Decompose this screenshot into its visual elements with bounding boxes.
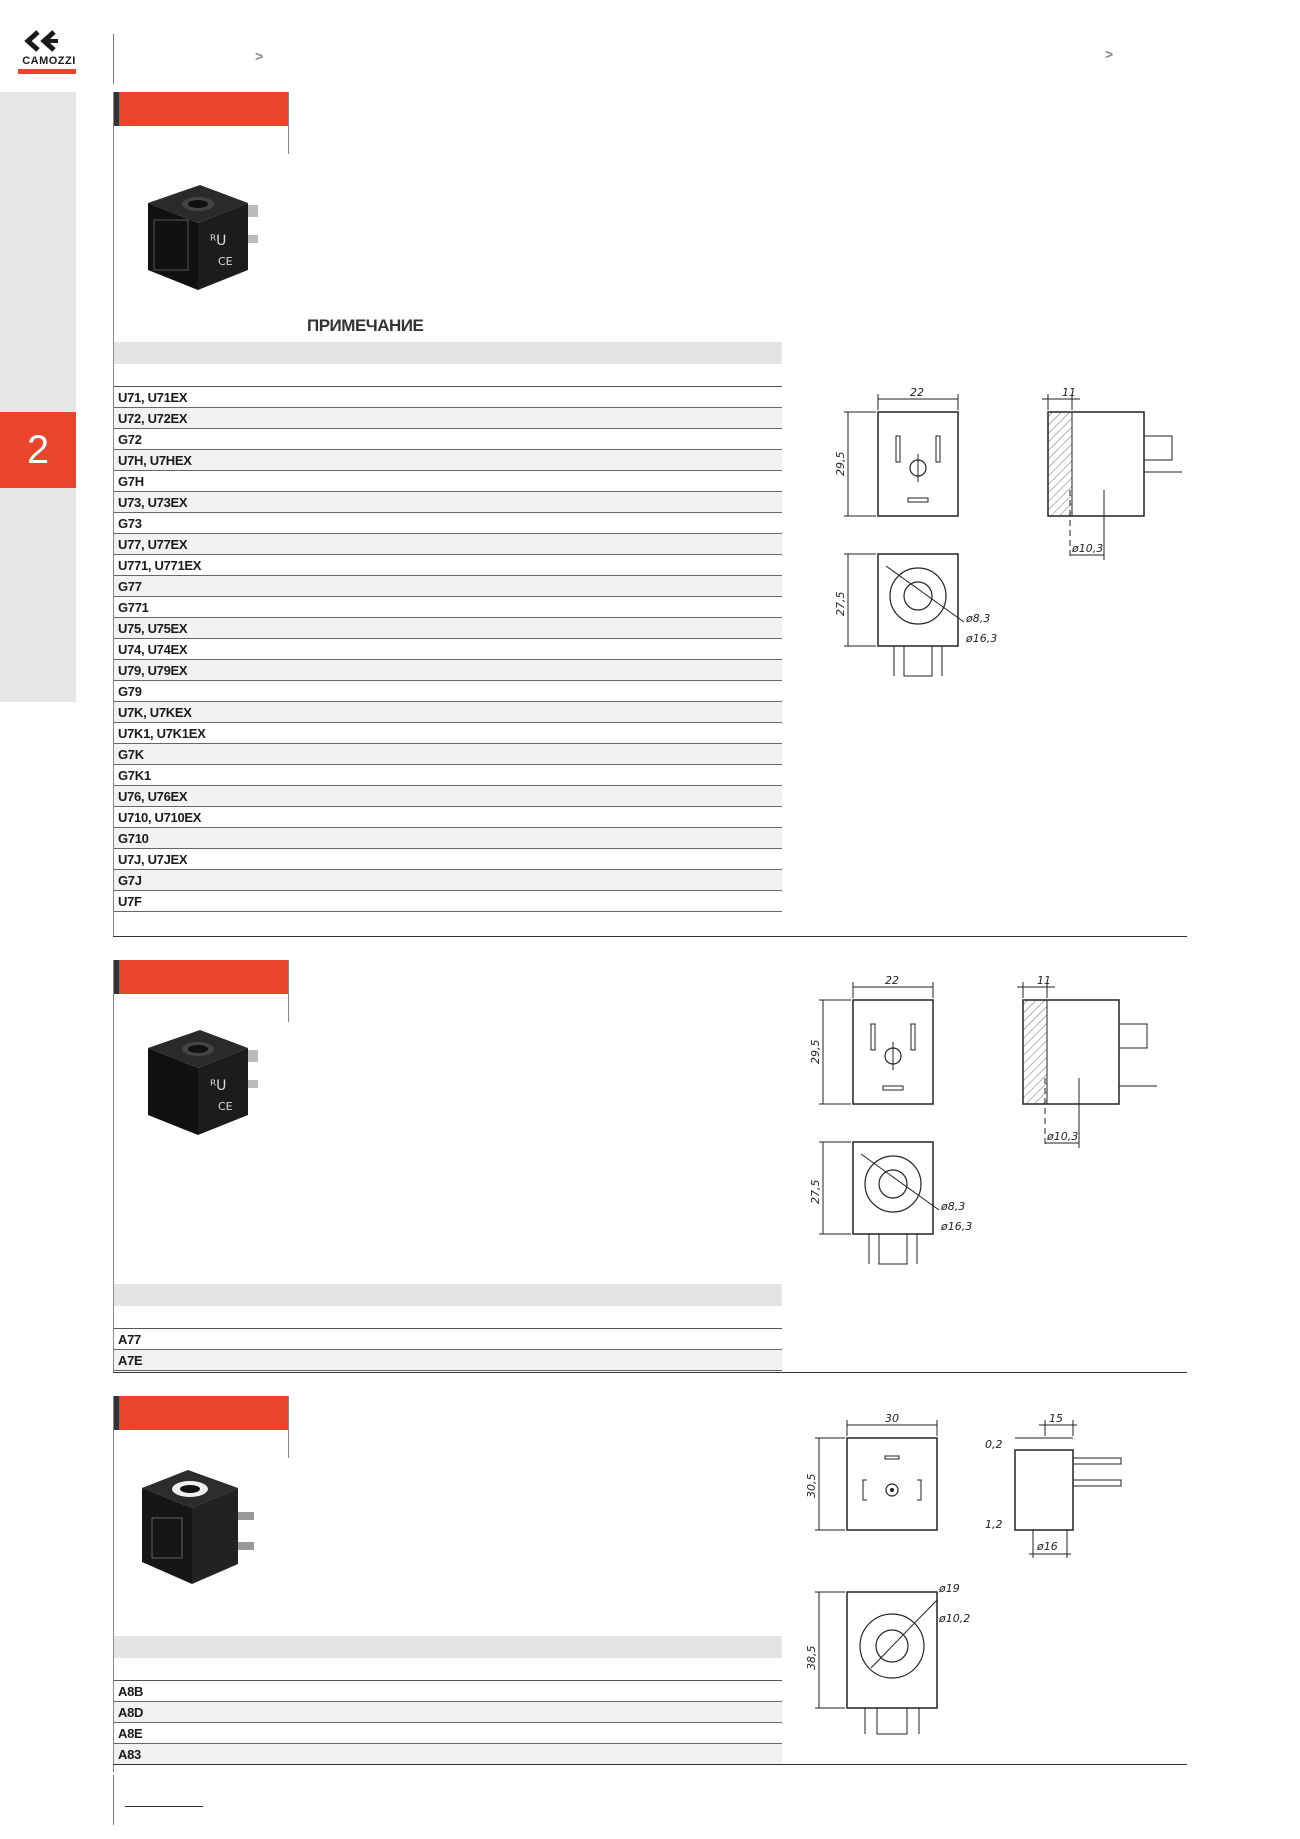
s1-dim-bore-large: ø16,3 xyxy=(966,632,998,645)
s1-dim-height: 29,5 xyxy=(834,451,847,476)
section1-dimension-drawing xyxy=(830,380,1210,710)
table-row: U72, U72EX xyxy=(114,408,782,429)
svg-text:CE: CE xyxy=(218,1100,233,1113)
solenoid-coil-a8-icon xyxy=(132,1462,272,1592)
chapter-tab[interactable]: 2 xyxy=(0,412,76,488)
table-row: U7J, U7JEX xyxy=(114,849,782,870)
chapter-sidebar xyxy=(0,92,76,702)
s3-dim-width: 30 xyxy=(885,1412,899,1425)
brand-name: CAMOZZI xyxy=(22,55,76,67)
breadcrumb-chevron-right[interactable]: > xyxy=(1105,46,1114,62)
table-row: G7H xyxy=(114,471,782,492)
table-row: A77 xyxy=(114,1329,782,1350)
table-row: U77, U77EX xyxy=(114,534,782,555)
section1-bottom-rule xyxy=(113,936,1187,937)
s3-dim-top-gap: 0,2 xyxy=(985,1438,1003,1451)
solenoid-coil-u77-icon xyxy=(140,175,270,295)
s2-dim-bore-large: ø16,3 xyxy=(941,1220,973,1233)
section3-band xyxy=(113,1396,289,1430)
s1-dim-side: 11 xyxy=(1062,386,1076,399)
table-row: U7F xyxy=(114,891,782,912)
table-row: G73 xyxy=(114,513,782,534)
s3-dim-height: 30,5 xyxy=(805,1473,818,1498)
section2-table xyxy=(114,1284,782,1371)
s2-dim-pin: ø10,3 xyxy=(1047,1130,1079,1143)
table-row: G771 xyxy=(114,597,782,618)
table-row: G7K xyxy=(114,744,782,765)
section1-table xyxy=(114,342,782,912)
table-row: A8D xyxy=(114,1702,782,1723)
table-row: G77 xyxy=(114,576,782,597)
s1-dim-depth: 27,5 xyxy=(834,591,847,616)
s3-dim-depth: 38,5 xyxy=(805,1645,818,1670)
table-row: U71, U71EX xyxy=(114,387,782,408)
table-row: G7K1 xyxy=(114,765,782,786)
table-row: G710 xyxy=(114,828,782,849)
s2-dim-depth: 27,5 xyxy=(809,1179,822,1204)
s3-dim-side: 15 xyxy=(1049,1412,1063,1425)
section1-band xyxy=(113,92,289,126)
svg-text:ᴿU: ᴿU xyxy=(210,233,227,249)
section2-bottom-rule xyxy=(113,1372,1187,1373)
s1-dim-pin: ø10,3 xyxy=(1072,542,1104,555)
section3-band-rule xyxy=(288,1396,289,1458)
table-row: U73, U73EX xyxy=(114,492,782,513)
table-row: U7K, U7KEX xyxy=(114,702,782,723)
brand-bar xyxy=(18,69,76,74)
s3-dim-pin: ø16 xyxy=(1037,1540,1058,1553)
section3-bottom-rule xyxy=(113,1764,1187,1765)
section1-band-rule xyxy=(288,92,289,154)
table-row: G79 xyxy=(114,681,782,702)
table-header xyxy=(114,1636,782,1658)
s3-dim-bottom-gap: 1,2 xyxy=(985,1518,1003,1531)
s3-dim-bore-large: ø19 xyxy=(939,1582,960,1595)
svg-text:ᴿU: ᴿU xyxy=(210,1078,227,1094)
table-row: A83 xyxy=(114,1744,782,1765)
table-row: A7E xyxy=(114,1350,782,1371)
table-subheader xyxy=(114,1306,782,1329)
breadcrumb-chevron-left[interactable]: > xyxy=(255,48,264,64)
table-header xyxy=(114,1284,782,1306)
table-subheader xyxy=(114,1658,782,1681)
table-row: U710, U710EX xyxy=(114,807,782,828)
s1-dim-bore-small: ø8,3 xyxy=(966,612,991,625)
table-row: U76, U76EX xyxy=(114,786,782,807)
footer-divider xyxy=(113,1775,114,1825)
table-header xyxy=(114,342,782,364)
s1-dim-width: 22 xyxy=(910,386,924,399)
table-row: A8E xyxy=(114,1723,782,1744)
table-row: A8B xyxy=(114,1681,782,1702)
note-title: ПРИМЕЧАНИЕ xyxy=(307,316,424,335)
svg-text:CE: CE xyxy=(218,255,233,268)
s2-dim-height: 29,5 xyxy=(809,1039,822,1064)
s2-dim-bore-small: ø8,3 xyxy=(941,1200,966,1213)
table-row: U7H, U7HEX xyxy=(114,450,782,471)
s2-dim-side: 11 xyxy=(1037,974,1051,987)
solenoid-coil-a77-icon xyxy=(140,1020,270,1140)
section3-table xyxy=(114,1636,782,1765)
table-subheader xyxy=(114,364,782,387)
header-divider xyxy=(113,34,114,84)
section2-band xyxy=(113,960,289,994)
table-row: G7J xyxy=(114,870,782,891)
table-row: U79, U79EX xyxy=(114,660,782,681)
s2-dim-width: 22 xyxy=(885,974,899,987)
table-row: U74, U74EX xyxy=(114,639,782,660)
footer-line xyxy=(125,1806,203,1807)
table-row: U7K1, U7K1EX xyxy=(114,723,782,744)
table-row: U75, U75EX xyxy=(114,618,782,639)
table-row: G72 xyxy=(114,429,782,450)
s3-dim-bore-small: ø10,2 xyxy=(939,1612,971,1625)
table-row: U771, U771EX xyxy=(114,555,782,576)
section3-dimension-drawing xyxy=(805,1408,1185,1748)
section2-dimension-drawing xyxy=(805,968,1185,1298)
section2-band-rule xyxy=(288,960,289,1022)
